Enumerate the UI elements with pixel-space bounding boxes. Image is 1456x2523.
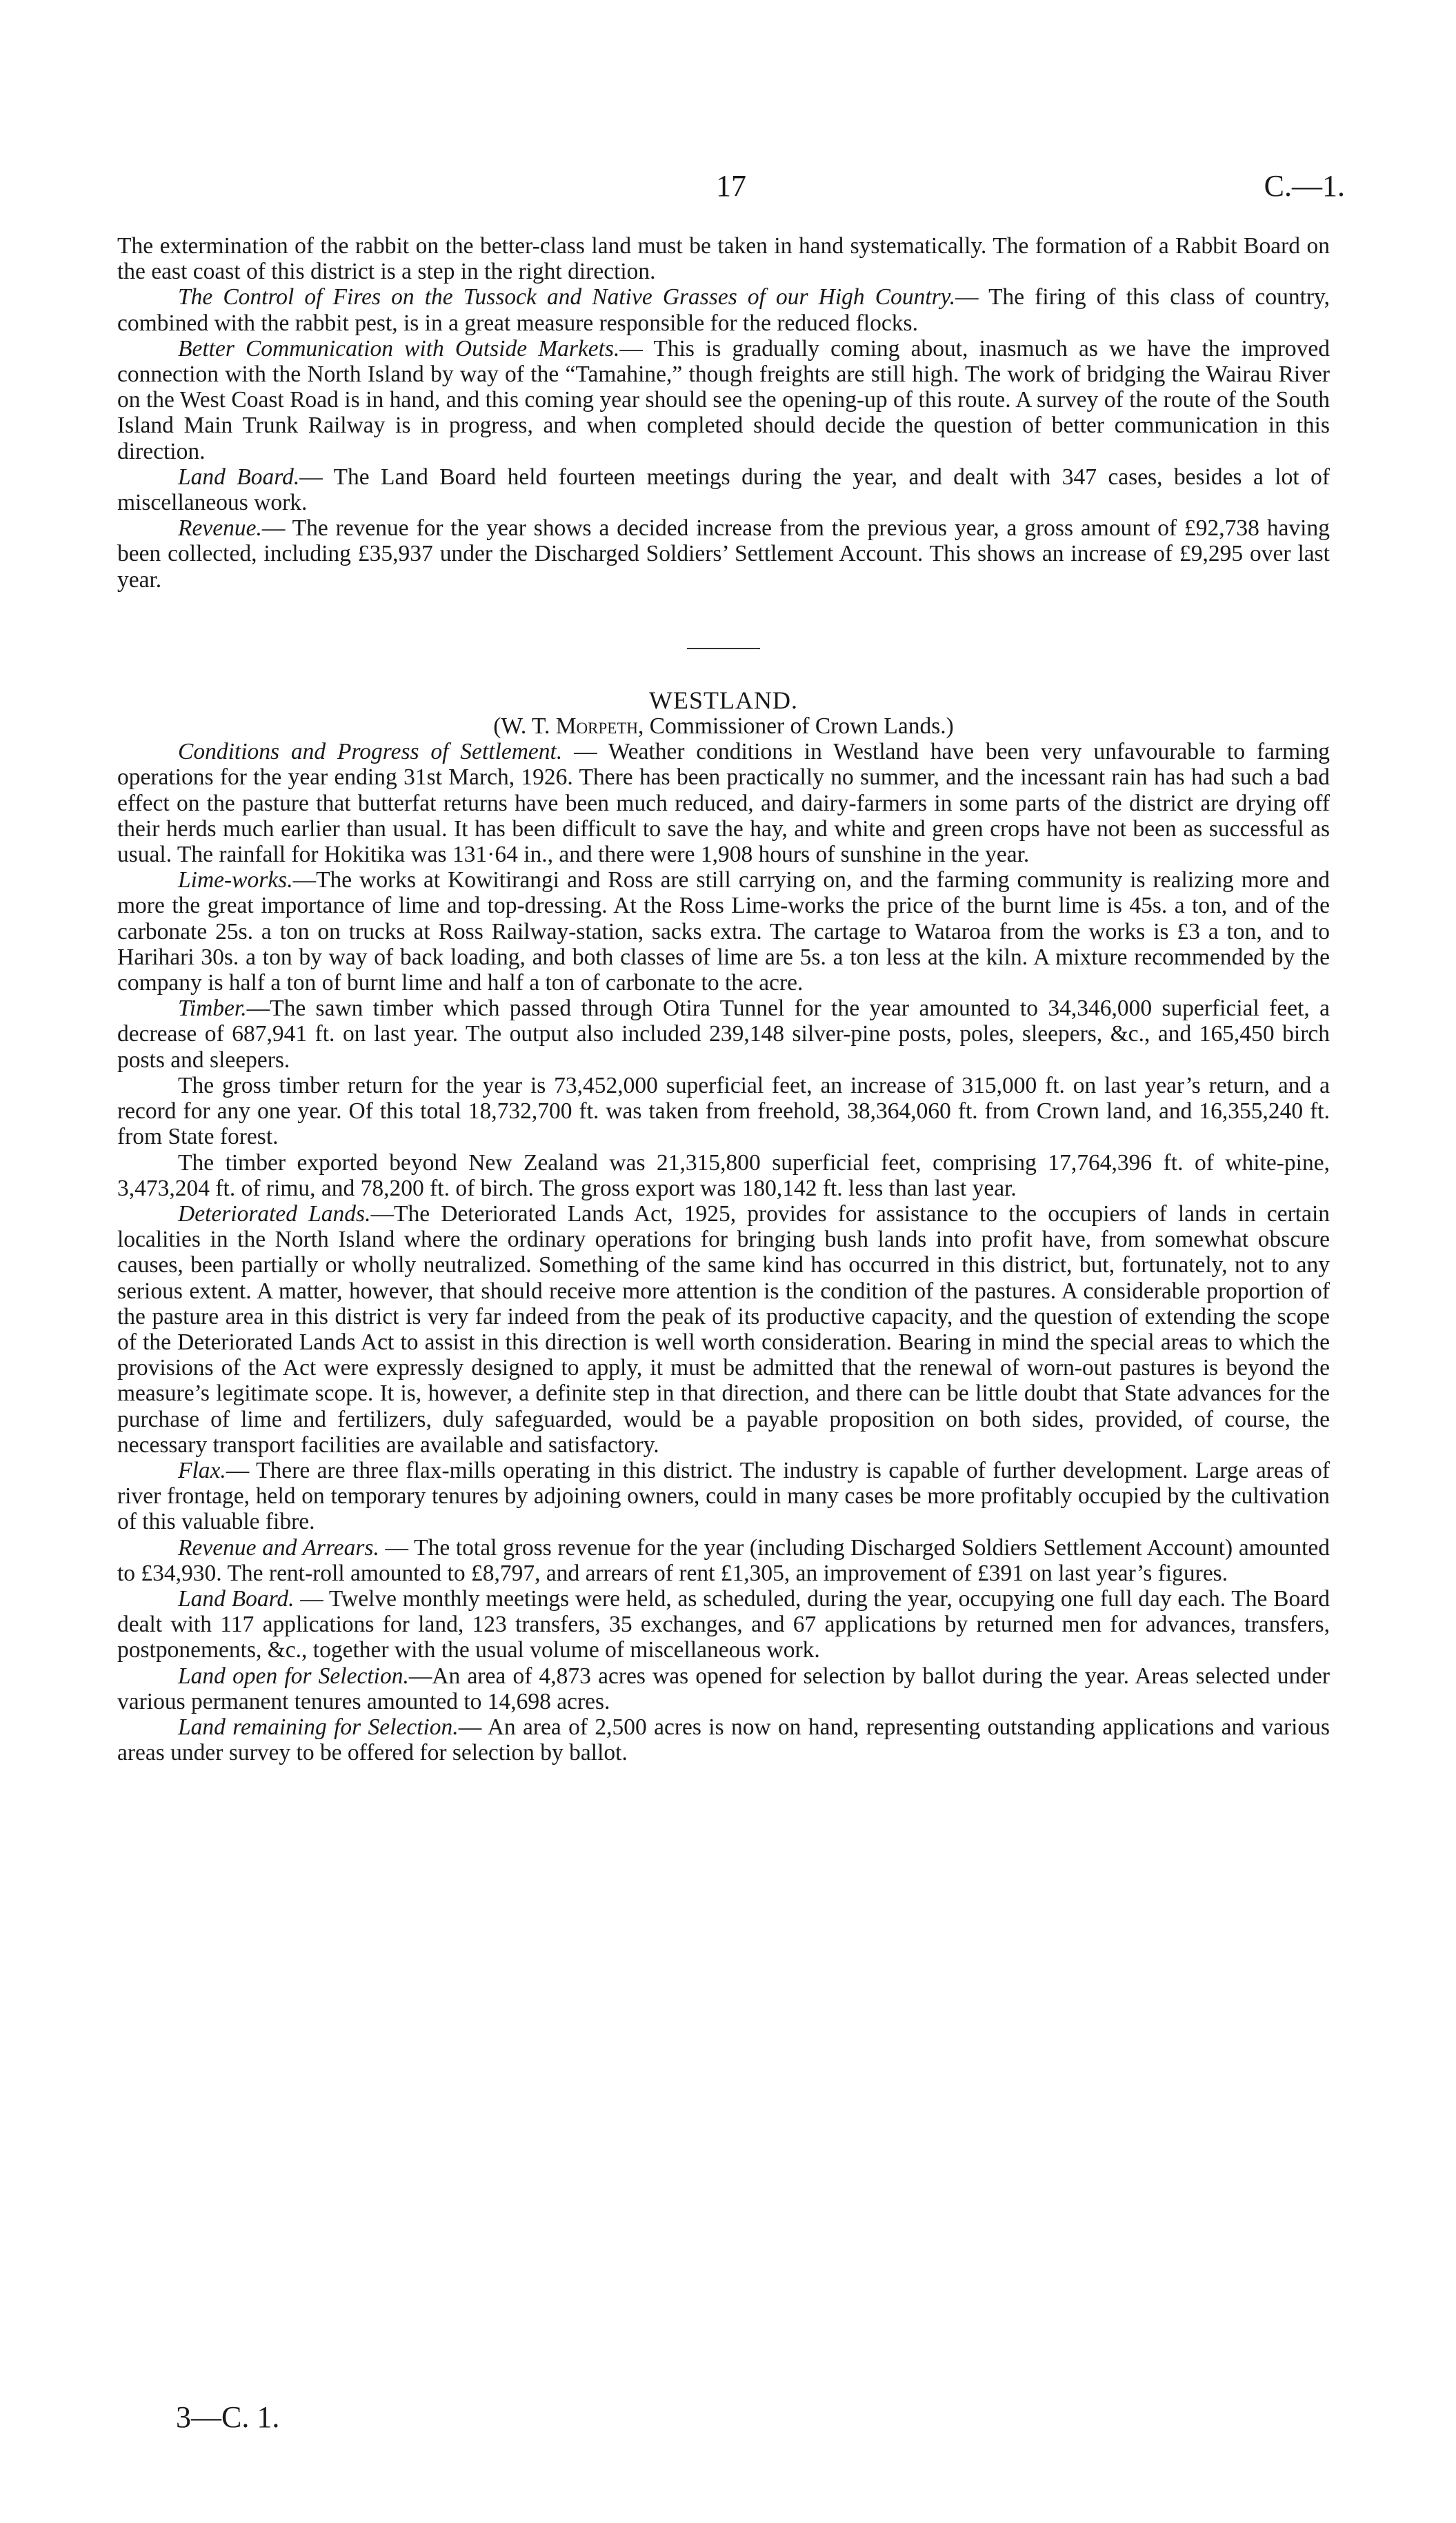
communication-heading: Better Communication with Outside Markets. — [178, 335, 620, 362]
revenue-arrears-text: — The total gross revenue for the year (including Discharged Soldiers Settlement Account) amounted to £34,930. The rent-roll amounted to £8,797, and arrears of rent £1,305, an improvement of £391 on last year’s figures. — [117, 1534, 1330, 1586]
paragraph-conditions — [117, 739, 1330, 867]
flax-heading: Flax. — [178, 1457, 226, 1483]
revenue-arrears-heading: Revenue and Arrears. — [178, 1534, 379, 1561]
document-code: C.—1. — [1264, 169, 1345, 203]
byline-title: , Commissioner of Crown Lands.) — [638, 713, 954, 740]
paragraph-flax — [117, 1458, 1330, 1535]
section-title: WESTLAND. — [649, 686, 798, 714]
paragraph-deteriorated-lands — [117, 1201, 1330, 1458]
deteriorated-lands-heading: Deteriorated Lands. — [178, 1200, 371, 1227]
paragraph-rabbit: The extermination of the rabbit on the better-class land must be taken in hand systematically. The formation of a Rabbit Board on the east coast of this district is a step in the right direction. — [117, 233, 1330, 285]
byline-prefix: (W. T. — [493, 713, 556, 740]
commissioner-name: Morpeth — [555, 713, 639, 740]
timber-heading: Timber. — [178, 996, 247, 1022]
body-text — [117, 233, 1330, 1765]
land-remaining-text: — An area of 2,500 acres is now on hand, representing outstanding applications and various areas under survey to be offered for selection by ballot. — [117, 1714, 1330, 1766]
page-header — [117, 168, 1345, 217]
paragraph-revenue-arrears — [117, 1535, 1330, 1586]
timber-text: —The sawn timber which passed through Otira Tunnel for the year amounted to 34,346,000 superficial feet, a decrease of 687,941 ft. on last year. The output also included 239,148 silver-pine posts, poles, sleepers, &c., and 165,450 birch posts and sleepers. — [117, 996, 1330, 1073]
conditions-heading: Conditions and Progress of Settlement. — [178, 739, 563, 765]
page-number: 17 — [716, 169, 746, 203]
land-board-heading: Land Board. — [178, 464, 300, 490]
paragraph-lime-works — [117, 867, 1330, 996]
flax-text: — There are three flax-mills operating in this district. The industry is capable of further development. Large areas of river frontage, held on temporary tenures by adjoining owners, could in many cases be more profitably occupied by the cultivation of this valuable fibre. — [117, 1457, 1330, 1535]
lime-works-heading: Lime-works. — [178, 867, 293, 893]
paragraph-revenue-marlborough — [117, 515, 1330, 593]
paragraph-land-remaining — [117, 1714, 1330, 1765]
paragraph-fires — [117, 284, 1330, 335]
land-board-westland-heading: Land Board. — [178, 1585, 295, 1612]
paragraph-timber-return: The gross timber return for the year is 73,452,000 superficial feet, an increase of 315,000 ft. on last year’s return, and a record for any one year. Of this total 18,732,700 ft. was taken from freehold, 38,364,060 ft. from Crown land, and 16,355,240 ft. from State forest. — [117, 1072, 1330, 1150]
deteriorated-lands-text: —The Deteriorated Lands Act, 1925, provides for assistance to the occupiers of lands in certain localities in the North Island where the ordinary operations for bringing bush lands into profit have, from somewhat obscure causes, been partially or wholly neutralized. Something of the same kind has occurred in this district, but, fortunately, not to any serious extent. A matter, however, that should receive more attention is the condition of the pastures. A considerable proportion of the pasture area in this district is very far indeed from the peak of its productive capacity, and the question of extending the scope of the Deteriorated Lands Act to assist in this direction is well worth consideration. Bearing in mind the special areas to which the provisions of the Act were expressly designed to apply, it must be admitted that the renewal of worn-out pastures is beyond the measure’s legitimate scope. It is, however, a definite step in that direction, and there can be little doubt that State advances for the purchase of lime and fertilizers, duly safeguarded, would be a payable proposition on both sides, provided, of course, the necessary transport facilities are available and satisfactory. — [117, 1200, 1330, 1458]
land-remaining-heading: Land remaining for Selection. — [178, 1714, 459, 1740]
paragraph-timber-export: The timber exported beyond New Zealand was 21,315,800 superficial feet, comprising 17,764,396 ft. of white-pine, 3,473,204 ft. of rimu, and 78,200 ft. of birch. The gross export was 180,142 ft. less than last year. — [117, 1149, 1330, 1201]
revenue-heading: Revenue. — [178, 515, 262, 542]
paragraph-land-board-marlborough — [117, 464, 1330, 515]
fires-heading: The Control of Fires on the Tussock and Native Grasses of our High Country. — [178, 284, 956, 310]
commissioner-byline — [117, 713, 1330, 739]
paragraph-land-board-westland — [117, 1586, 1330, 1663]
paragraph-communication — [117, 336, 1330, 464]
land-board-westland-text: — Twelve monthly meetings were held, as scheduled, during the year, occupying one full day each. The Board dealt with 117 applications for land, 123 transfers, 35 exchanges, and 67 applications by returned men for advances, transfers, postponements, &c., together with the usual volume of miscellaneous work. — [117, 1585, 1330, 1663]
land-open-text: —An area of 4,873 acres was opened for selection by ballot during the year. Areas selected under various permanent tenures amounted to 14,698 acres. — [117, 1663, 1330, 1714]
lime-works-text: —The works at Kowitirangi and Ross are still carrying on, and the farming community is realizing more and more the great importance of lime and top-dressing. At the Ross Lime-works the price of the burnt lime is 45s. a ton, and of the carbonate 25s. a ton on trucks at Ross Railway-station, sacks extra. The cartage to Wataroa from the works is £3 a ton, and to Harihari 30s. a ton by way of back loading, and both classes of lime are 5s. a ton less at the kiln. A mixture recommended by the company is half a ton of burnt lime and half a ton of carbonate to the acre. — [117, 867, 1330, 996]
signature-mark: 3—C. 1. — [176, 2400, 280, 2434]
paragraph-land-open — [117, 1663, 1330, 1714]
revenue-text: — The revenue for the year shows a decided increase from the previous year, a gross amount of £92,738 having been collected, including £35,937 under the Discharged Soldiers’ Settlement Account. This shows an increase of £9,295 over last year. — [117, 515, 1330, 593]
section-divider — [687, 648, 760, 649]
communication-text: — This is gradually coming about, inasmuch as we have the improved connection with the North Island by way of the “Tamahine,” though freights are still high. The work of bridging the Wairau River on the West Coast Road is in hand, and this coming year should see the opening-up of this route. A survey of the route of the South Island Main Trunk Railway is in progress, and when completed should decide the question of better communication in this direction. — [117, 335, 1330, 464]
land-open-heading: Land open for Selection. — [178, 1663, 409, 1689]
paragraph-timber — [117, 996, 1330, 1073]
land-board-text: — The Land Board held fourteen meetings during the year, and dealt with 347 cases, besides a lot of miscellaneous work. — [117, 464, 1330, 516]
fires-text: — The firing of this class of country, combined with the rabbit pest, is in a great measure responsible for the reduced flocks. — [117, 284, 1330, 336]
conditions-text: — Weather conditions in Westland have been very unfavourable to farming operations for the year ending 31st March, 1926. There has been practically no summer, and the incessant rain has had such a bad effect on the pasture that butterfat returns have been much reduced, and dairy-farmers in some parts of the district are drying off their herds much earlier than usual. It has been difficult to save the hay, and white and green crops have not been as successful as usual. The rainfall for Hokitika was 131·64 in., and there were 1,908 hours of sunshine in the year. — [117, 739, 1330, 868]
